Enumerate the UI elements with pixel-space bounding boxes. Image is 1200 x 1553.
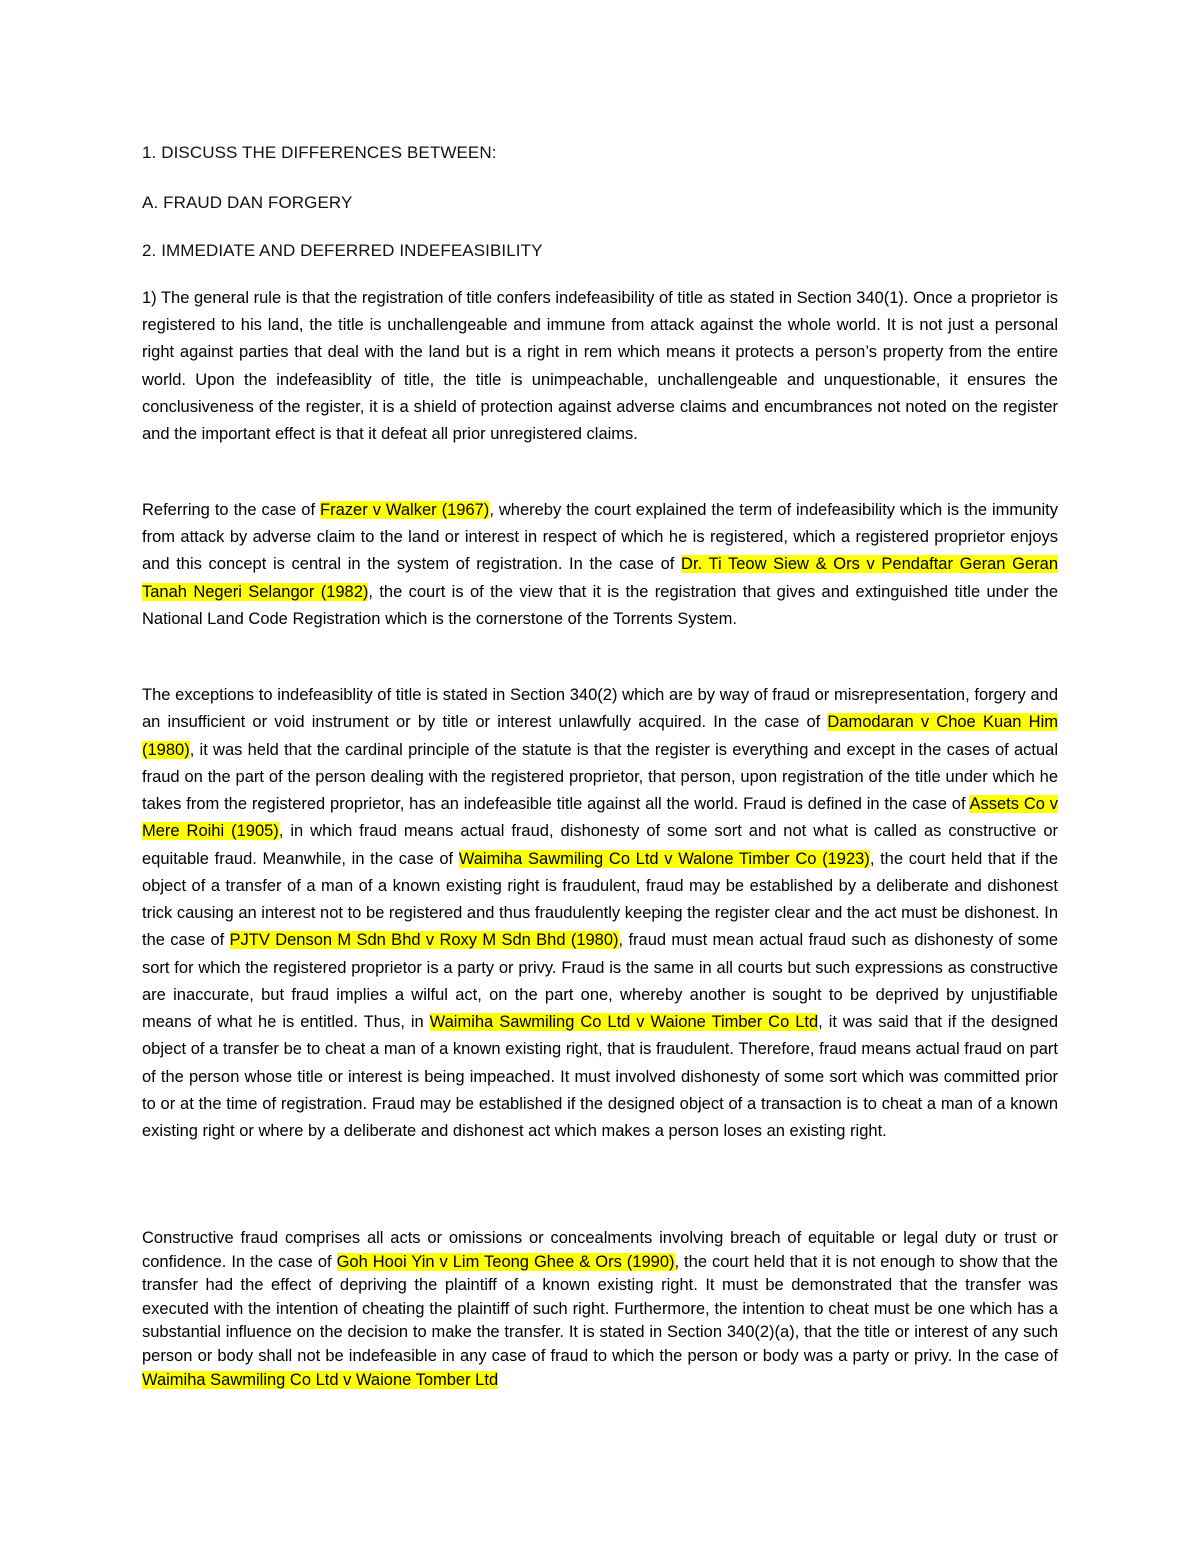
paragraph-exceptions bbox=[142, 682, 1058, 1145]
question-2-heading: 2. IMMEDIATE AND DEFERRED INDEFEASIBILITY bbox=[142, 241, 543, 260]
paragraph-indefeasibility-cases bbox=[142, 497, 1058, 633]
case-citation-highlight: Assets Co v Mere Roihi (1905) bbox=[142, 795, 1058, 841]
paragraph-general-rule: 1) The general rule is that the registration of title confers indefeasibility of title as stated in Section 340(1). Once a proprietor is registered to his land, the title is unchallengeable and immune from attack against the whole world. It is not just a personal right against parties that deal with the land but is a right in rem which means it protects a person’s property from the entire world. Upon the indefeasiblity of title, the title is unimpeachable, unchallengeable and unquestionable, it ensures the conclusiveness of the register, it is a shield of protection against adverse claims and encumbrances not noted on the register and the important effect is that it defeat all prior unregistered claims. bbox=[142, 289, 1058, 444]
case-citation-highlight: PJTV Denson M Sdn Bhd v Roxy M Sdn Bhd (1980) bbox=[229, 931, 619, 950]
paragraph-text: , the court held that if the object of a transfer of a man of a known existing right is fraudulent, fraud may be established by a deliberate and dishonest trick causing an interest not to be registered and thus fraudulently keeping the register clear and the act must be dishonest. In the case of bbox=[142, 849, 1058, 950]
paragraph-text: The exceptions to indefeasiblity of title is stated in Section 340(2) which are by way of fraud or misrepresentation, forgery and an insufficient or void instrument or by title or interest unlawfully acquired. In the case of bbox=[142, 686, 1058, 732]
paragraph-text: , it was held that the cardinal principle of the statute is that the register is everything and except in the cases of actual fraud on the part of the person dealing with the registered proprietor, that person, upon registration of the title under which he takes from the registered proprietor, has an indefeasible title against all the world. Fraud is defined in the case of bbox=[142, 740, 1058, 813]
case-citation-highlight: Dr. Ti Teow Siew & Ors v Pendaftar Geran Geran Tanah Negeri Selangor (1982) bbox=[142, 555, 1058, 601]
paragraph-text: , whereby the court explained the term of indefeasibility which is the immunity from attack by adverse claim to the land or interest in respect of which he is registered, which a registered proprietor enjoys and this concept is central in the system of registration. In the case of bbox=[142, 501, 1058, 574]
paragraph-constructive-fraud bbox=[142, 1227, 1058, 1392]
paragraph-text: , the court is of the view that it is the registration that gives and extinguished title under the National Land Code Registration which is the cornerstone of the Torrents System. bbox=[142, 582, 1058, 628]
case-citation-highlight: Waimiha Sawmiling Co Ltd v Walone Timber Co (1923) bbox=[458, 849, 870, 868]
case-citation-highlight: Goh Hooi Yin v Lim Teong Ghee & Ors (1990) bbox=[336, 1252, 675, 1271]
paragraph-text: , fraud must mean actual fraud such as dishonesty of some sort for which the registered proprietor is a party or privy. Fraud is the same in all courts but such expressions as constructive are inaccurate, but fraud implies a wilful act, on the part one, whereby another is sought to be deprived by unjustifiable means of what he is entitled. Thus, in bbox=[142, 931, 1058, 1031]
question-1-heading: 1. DISCUSS THE DIFFERENCES BETWEEN: bbox=[142, 143, 497, 162]
paragraph-text: Referring to the case of bbox=[142, 501, 321, 519]
paragraph-text: , the court held that it is not enough to show that the transfer had the effect of depriving the plaintiff of a known existing right. It must be demonstrated that the transfer was executed with the intention of cheating the plaintiff of such right. Furthermore, the intention to cheat must be one which has a substantial influence on the decision to make the transfer. It is stated in Section 340(2)(a), that the title or interest of any such person or body shall not be indefeasible in any case of fraud to which the person or body was a party or privy. In the case of bbox=[142, 1252, 1058, 1365]
paragraph-text: , in which fraud means actual fraud, dishonesty of some sort and not what is called as constructive or equitable fraud. Meanwhile, in the case of bbox=[142, 822, 1058, 868]
case-citation-highlight: Damodaran v Choe Kuan Him (1980) bbox=[142, 713, 1059, 759]
case-citation-highlight: Waimiha Sawmiling Co Ltd v Waione Tomber Ltd bbox=[142, 1370, 499, 1389]
question-a-heading: A. FRAUD DAN FORGERY bbox=[142, 193, 353, 212]
paragraph-text: Constructive fraud comprises all acts or omissions or concealments involving breach of equitable or legal duty or trust or confidence. In the case of bbox=[142, 1229, 1058, 1271]
paragraph-text: , it was said that if the designed object of a transfer be to cheat a man of a known existing right, that is fraudulent. Therefore, fraud means actual fraud on part of the person whose title or interest is being impeached. It must involved dishonesty of some sort which was committed prior to or at the time of registration. Fraud may be established if the designed object of a transaction is to cheat a man of a known existing right or where by a deliberate and dishonest act which makes a person loses an existing right. bbox=[142, 1013, 1059, 1140]
case-citation-highlight: Frazer v Walker (1967) bbox=[320, 501, 490, 519]
case-citation-highlight: Waimiha Sawmiling Co Ltd v Waione Timber Co Ltd bbox=[429, 1013, 819, 1031]
